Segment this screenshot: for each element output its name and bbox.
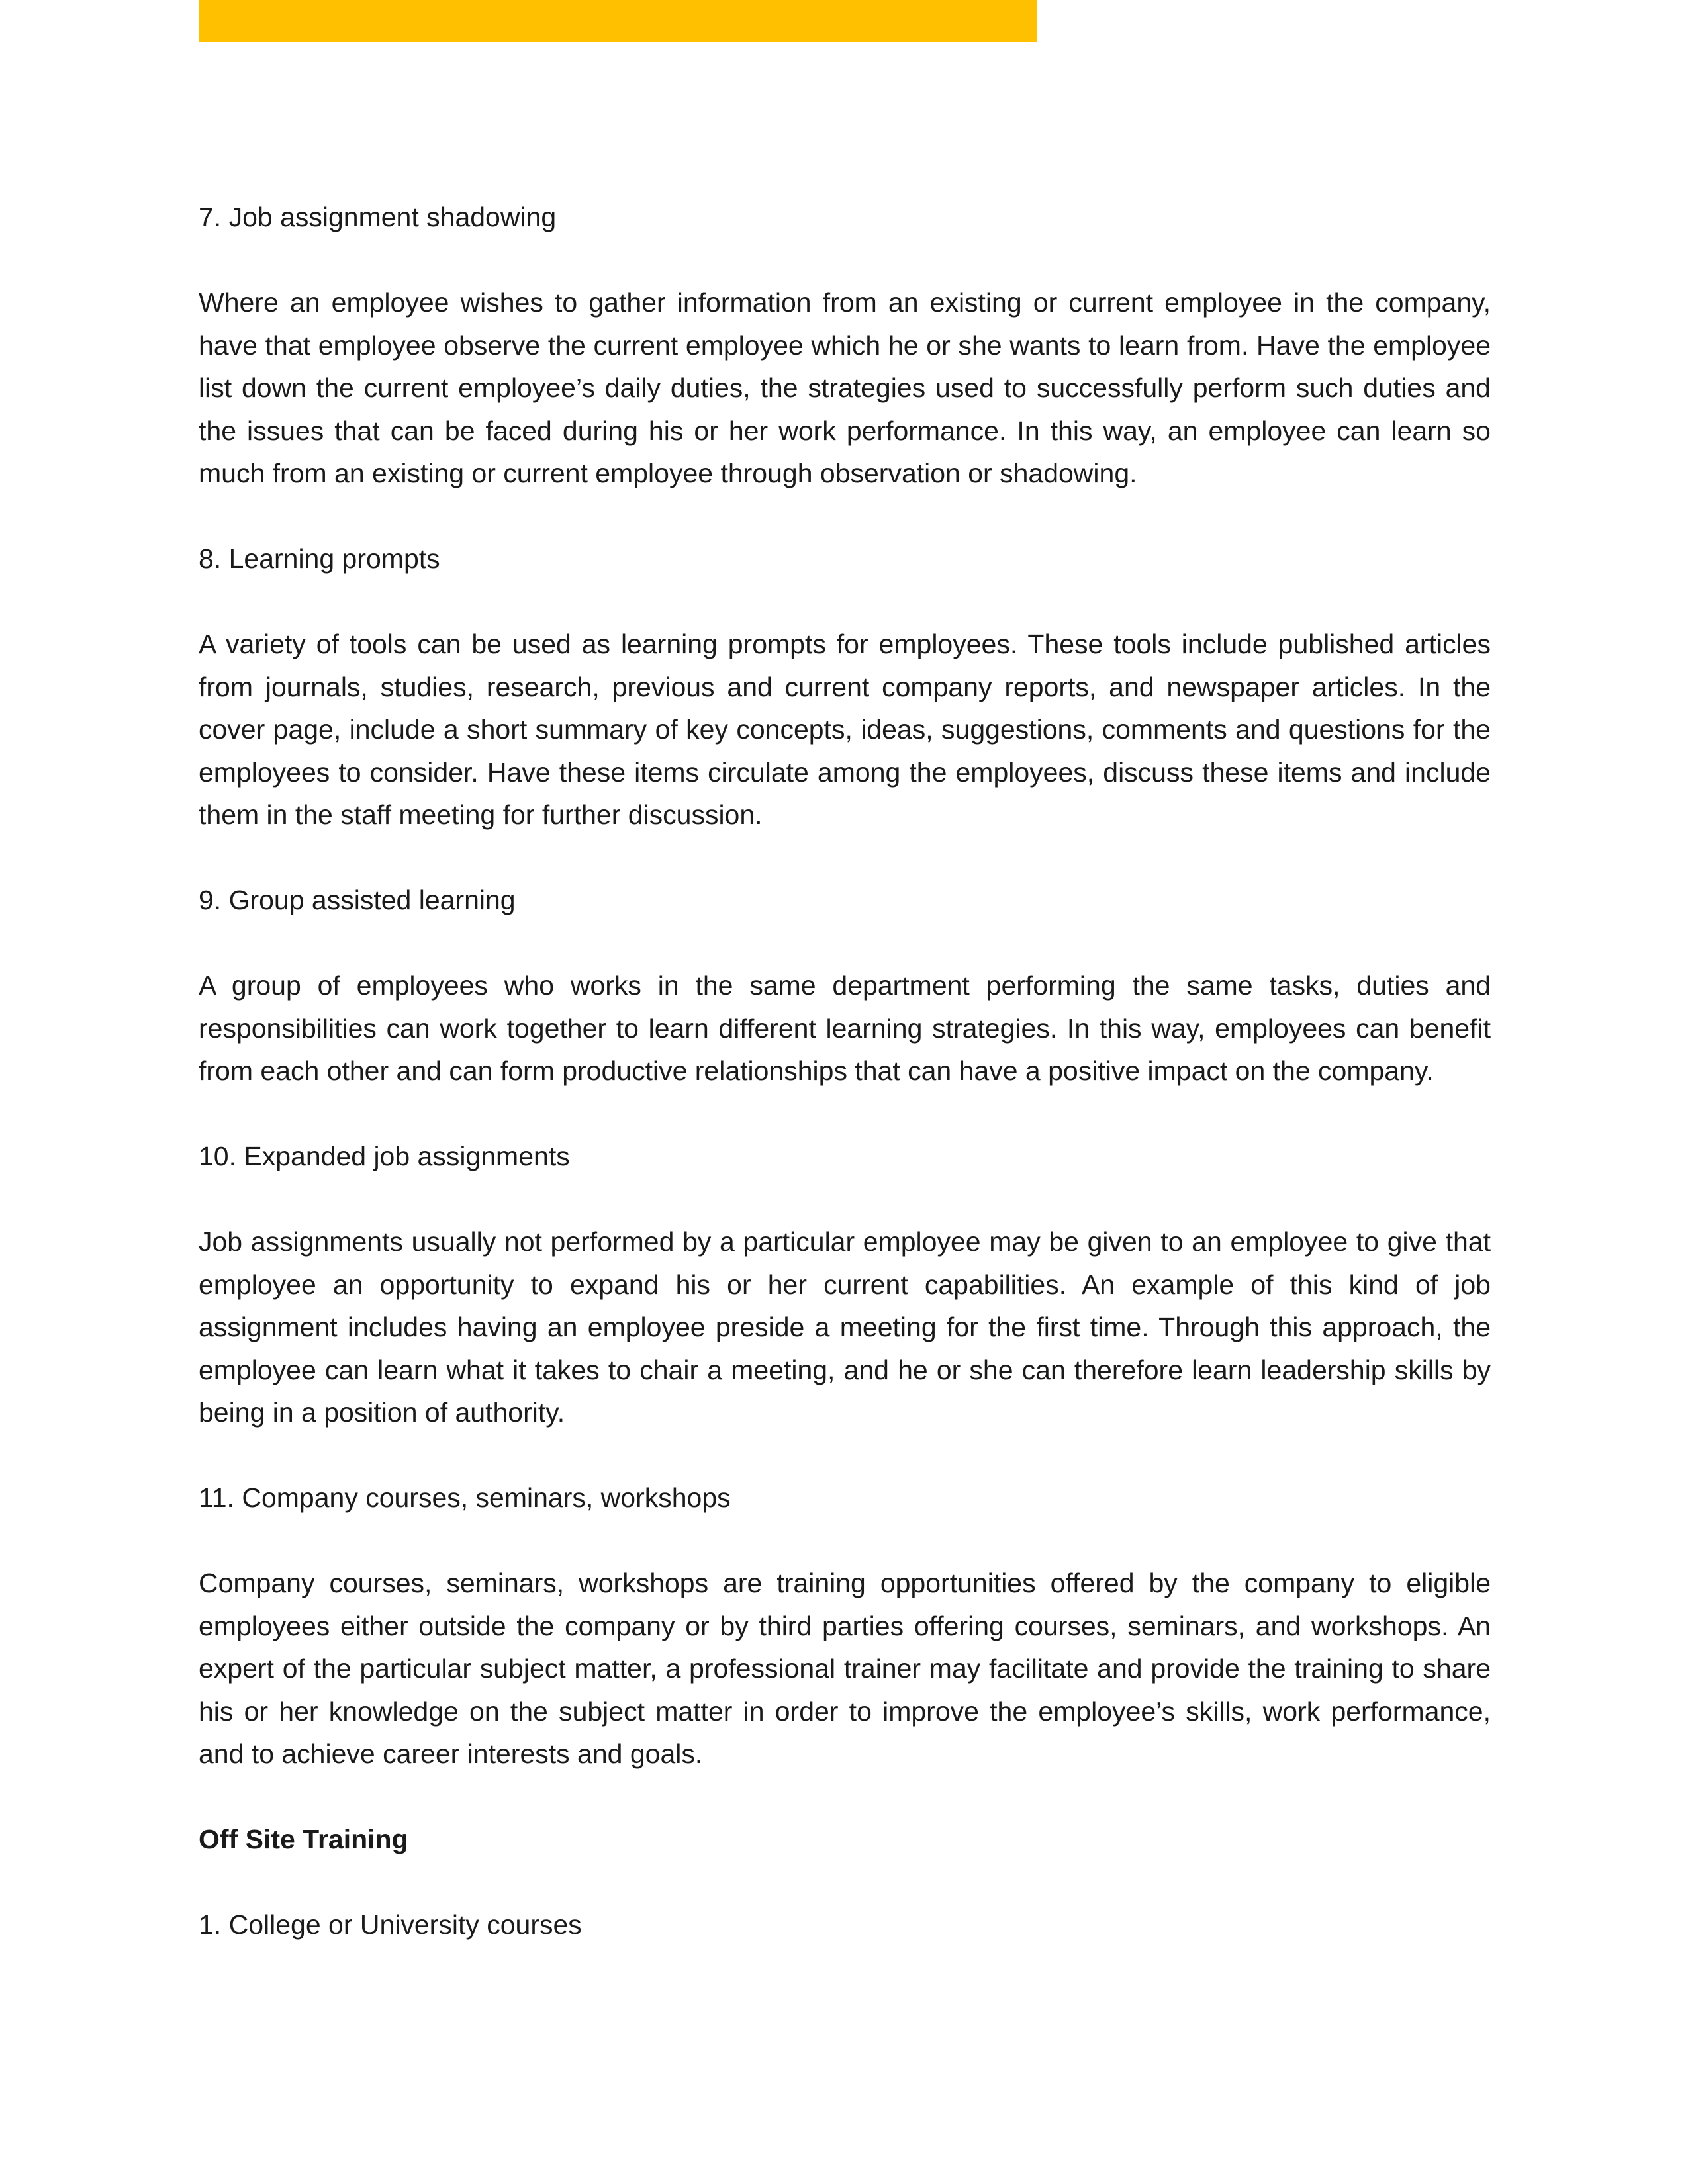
section-heading-expanded-assignments: 10. Expanded job assignments bbox=[199, 1141, 570, 1171]
section-body-learning-prompts: A variety of tools can be used as learning prompts for employees. These tools include published articles from journals, studies, research, previous and current company reports, and newspaper articles. In the cover page, include a short summary of key concepts, ideas, suggestions, comments and questions for the employees to consider. Have these items circulate among the employees, discuss these items and include them in the staff meeting for further discussion. bbox=[199, 629, 1491, 830]
subsection-title-off-site: Off Site Training bbox=[199, 1824, 408, 1854]
section-heading-job-shadowing: 7. Job assignment shadowing bbox=[199, 202, 557, 232]
document-body bbox=[199, 196, 1491, 1946]
section-body-expanded-assignments: Job assignments usually not performed by a particular employee may be given to an employee to give that employee an opportunity to expand his or her current capabilities. An example of this kind of job assignment includes having an employee preside a meeting for the first time. Through this approach, the employee can learn what it takes to chair a meeting, and he or she can therefore learn leadership skills by being in a position of authority. bbox=[199, 1226, 1491, 1428]
section-body-group-learning: A group of employees who works in the same department performing the same tasks, duties and responsibilities can work together to learn different learning strategies. In this way, employees can benefit from each other and can form productive relationships that can have a positive impact on the company. bbox=[199, 970, 1491, 1086]
section-body-job-shadowing: Where an employee wishes to gather information from an existing or current employee in the company, have that employee observe the current employee which he or she wants to learn from. Have the employee list down the current employee’s daily duties, the strategies used to successfully perform such duties and the issues that can be faced during his or her work performance. In this way, an employee can learn so much from an existing or current employee through observation or shadowing. bbox=[199, 287, 1491, 488]
section-heading-college-courses: 1. College or University courses bbox=[199, 1909, 582, 1940]
section-body-company-courses: Company courses, seminars, workshops are training opportunities offered by the company to eligible employees either outside the company or by third parties offering courses, seminars, and workshops. An expert of the particular subject matter, a professional trainer may facilitate and provide the training to share his or her knowledge on the subject matter in order to improve the employee’s skills, work performance, and to achieve career interests and goals. bbox=[199, 1568, 1491, 1769]
section-heading-group-learning: 9. Group assisted learning bbox=[199, 885, 516, 915]
section-heading-company-courses: 11. Company courses, seminars, workshops bbox=[199, 1482, 731, 1513]
header-accent-bar bbox=[199, 0, 1037, 42]
section-heading-learning-prompts: 8. Learning prompts bbox=[199, 543, 440, 574]
